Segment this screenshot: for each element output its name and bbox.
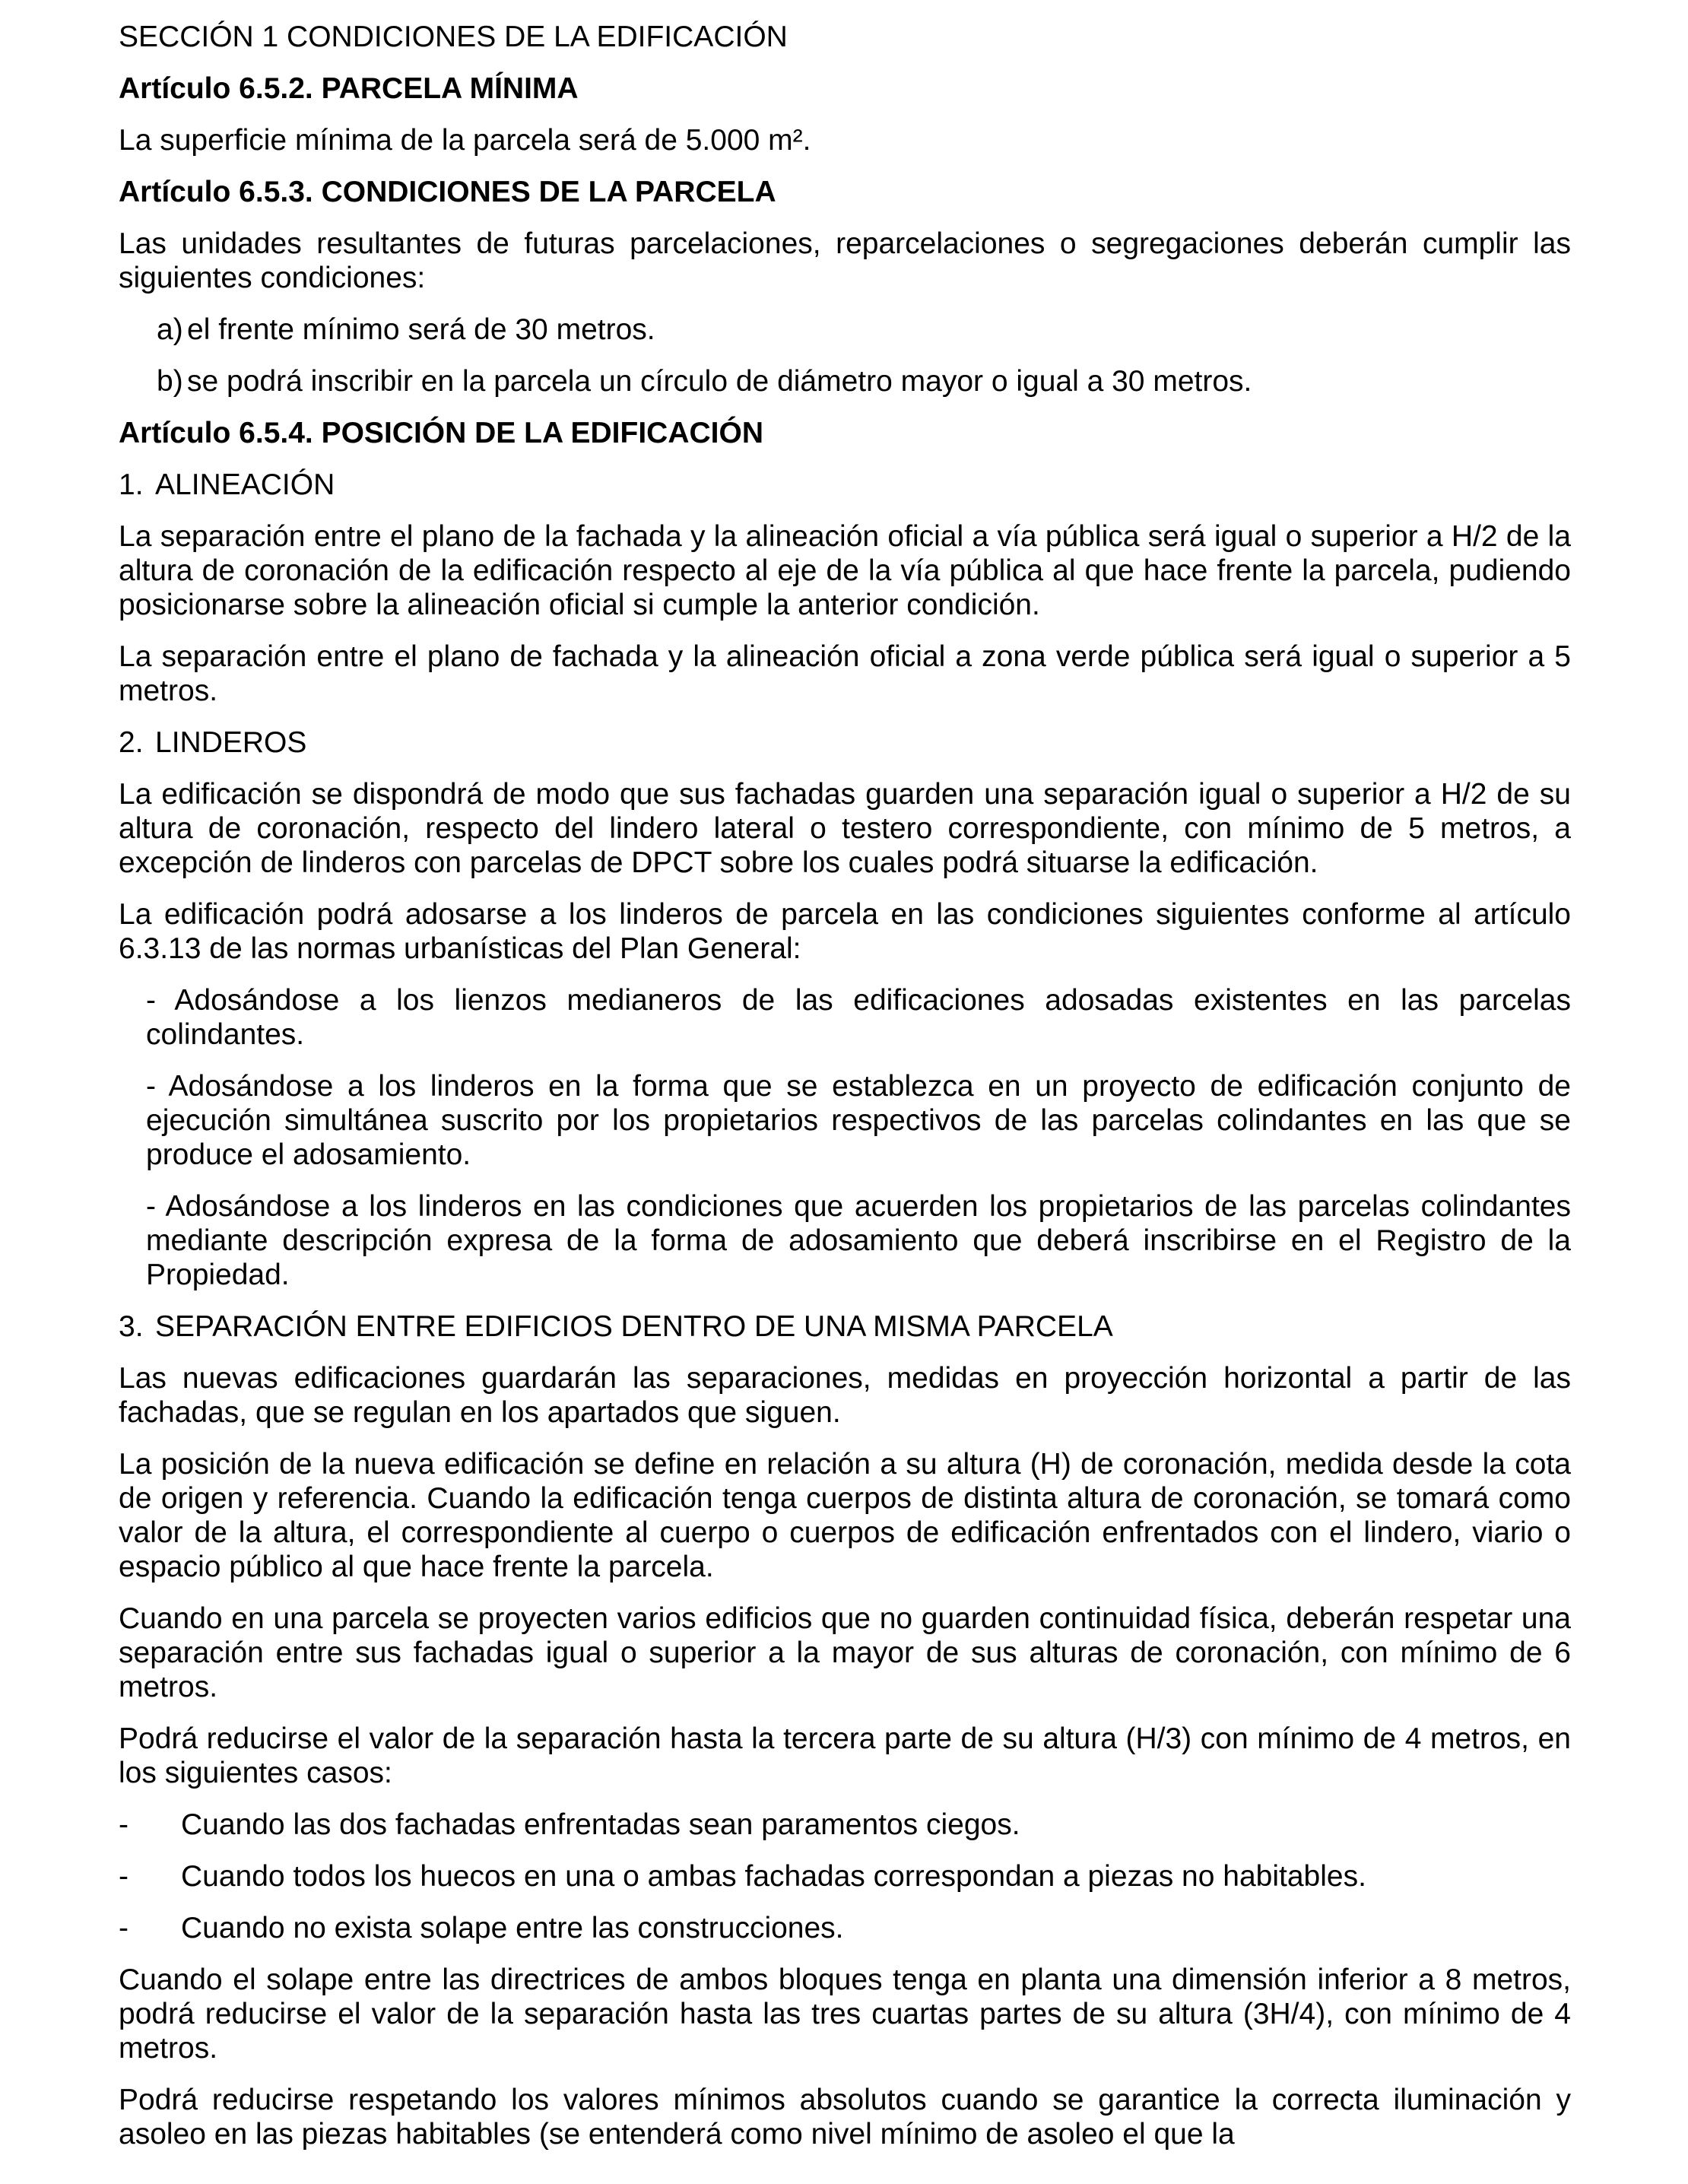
body-paragraph: Las unidades resultantes de futuras parcelaciones, reparcelaciones o segregaciones deberán cumplir las siguientes condiciones: bbox=[119, 227, 1571, 294]
list-item-a bbox=[119, 313, 1571, 347]
body-paragraph: La separación entre el plano de la fachada y la alineación oficial a vía pública será igual o superior a H/2 de la altura de coronación de la edificación respecto al eje de la vía pública al que hace frente la parcela, pudiendo posicionarse sobre la alineación oficial si cumple la anterior condición. bbox=[119, 520, 1571, 621]
body-paragraph: La separación entre el plano de fachada y la alineación oficial a zona verde pública será igual o superior a 5 metros. bbox=[119, 640, 1571, 707]
body-paragraph: Las nuevas edificaciones guardarán las separaciones, medidas en proyección horizontal a partir de las fachadas, que se regulan en los apartados que siguen. bbox=[119, 1362, 1571, 1429]
body-paragraph: Cuando en una parcela se proyecten varios edificios que no guarden continuidad física, deberán respetar una separación entre sus fachadas igual o superior a la mayor de sus alturas de coronación, con mínimo de 6 metros. bbox=[119, 1602, 1571, 1703]
dash-marker: - bbox=[119, 1808, 129, 1841]
list-item-text: Cuando las dos fachadas enfrentadas sean paramentos ciegos. bbox=[181, 1808, 1020, 1841]
list-item-text: Cuando todos los huecos en una o ambas fachadas correspondan a piezas no habitables. bbox=[181, 1860, 1366, 1893]
body-paragraph: La edificación podrá adosarse a los linderos de parcela en las condiciones siguientes conforme al artículo 6.3.13 de las normas urbanísticas del Plan General: bbox=[119, 898, 1571, 965]
list-item-text: se podrá inscribir en la parcela un círculo de diámetro mayor o igual a 30 metros. bbox=[187, 365, 1252, 398]
heading-number: 3. bbox=[119, 1310, 144, 1343]
numbered-heading-1 bbox=[119, 468, 1571, 502]
list-item-text: el frente mínimo será de 30 metros. bbox=[187, 313, 655, 346]
body-paragraph: La superficie mínima de la parcela será de 5.000 m². bbox=[119, 124, 811, 157]
dash-list-item bbox=[119, 1859, 1571, 1894]
dash-marker: - bbox=[119, 1860, 129, 1893]
body-paragraph: Podrá reducirse respetando los valores mínimos absolutos cuando se garantice la correcta iluminación y asoleo en las piezas habitables (se entenderá como nivel mínimo de asoleo el que la bbox=[119, 2084, 1571, 2151]
dash-list-item bbox=[119, 1808, 1571, 1842]
body-paragraph: Cuando el solape entre las directrices de ambos bloques tenga en planta una dimensión inferior a 8 metros, podrá reducirse el valor de la separación hasta las tres cuartas partes de su altura (3H/4), con mínimo de 4 metros. bbox=[119, 1963, 1571, 2065]
list-item-text: Cuando no exista solape entre las construcciones. bbox=[181, 1912, 844, 1944]
list-marker: a) bbox=[157, 313, 183, 346]
list-marker: b) bbox=[157, 365, 183, 398]
body-paragraph: Podrá reducirse el valor de la separación hasta la tercera parte de su altura (H/3) con mínimo de 4 metros, en los siguientes casos: bbox=[119, 1722, 1571, 1789]
article-heading-6-5-2: Artículo 6.5.2. PARCELA MÍNIMA bbox=[119, 72, 579, 105]
numbered-heading-3 bbox=[119, 1309, 1571, 1344]
list-item-b bbox=[119, 364, 1571, 398]
article-heading-6-5-3: Artículo 6.5.3. CONDICIONES DE LA PARCELA bbox=[119, 176, 776, 208]
dash-paragraph: - Adosándose a los lienzos medianeros de las edificaciones adosadas existentes en las parcelas colindantes. bbox=[146, 984, 1571, 1051]
heading-text: LINDEROS bbox=[155, 726, 307, 759]
heading-text: ALINEACIÓN bbox=[155, 468, 335, 501]
article-heading-6-5-4: Artículo 6.5.4. POSICIÓN DE LA EDIFICACIÓN bbox=[119, 417, 764, 449]
body-paragraph: La posición de la nueva edificación se define en relación a su altura (H) de coronación, medida desde la cota de origen y referencia. Cuando la edificación tenga cuerpos de distinta altura de coronación, se tomará como valor de la altura, el correspondiente al cuerpo o cuerpos de edificación enfrentados con el lindero, viario o espacio público al que hace frente la parcela. bbox=[119, 1448, 1571, 1583]
numbered-heading-2 bbox=[119, 725, 1571, 760]
dash-list-item bbox=[119, 1911, 1571, 1945]
dash-marker: - bbox=[119, 1912, 129, 1944]
heading-number: 2. bbox=[119, 726, 144, 759]
section-heading: SECCIÓN 1 CONDICIONES DE LA EDIFICACIÓN bbox=[119, 21, 788, 53]
heading-number: 1. bbox=[119, 468, 144, 501]
body-paragraph: La edificación se dispondrá de modo que sus fachadas guarden una separación igual o superior a H/2 de su altura de coronación, respecto del lindero lateral o testero correspondiente, con mínimo de 5 metros, a excepción de linderos con parcelas de DPCT sobre los cuales podrá situarse la edificación. bbox=[119, 778, 1571, 879]
heading-text: SEPARACIÓN ENTRE EDIFICIOS DENTRO DE UNA MISMA PARCELA bbox=[155, 1310, 1113, 1343]
dash-paragraph: - Adosándose a los linderos en las condiciones que acuerden los propietarios de las parcelas colindantes mediante descripción expresa de la forma de adosamiento que deberá inscribirse en el Registro de la Propiedad. bbox=[146, 1190, 1571, 1291]
dash-paragraph: - Adosándose a los linderos en la forma que se establezca en un proyecto de edificación conjunto de ejecución simultánea suscrito por los propietarios respectivos de las parcelas colindantes en las que se produce el adosamiento. bbox=[146, 1070, 1571, 1171]
